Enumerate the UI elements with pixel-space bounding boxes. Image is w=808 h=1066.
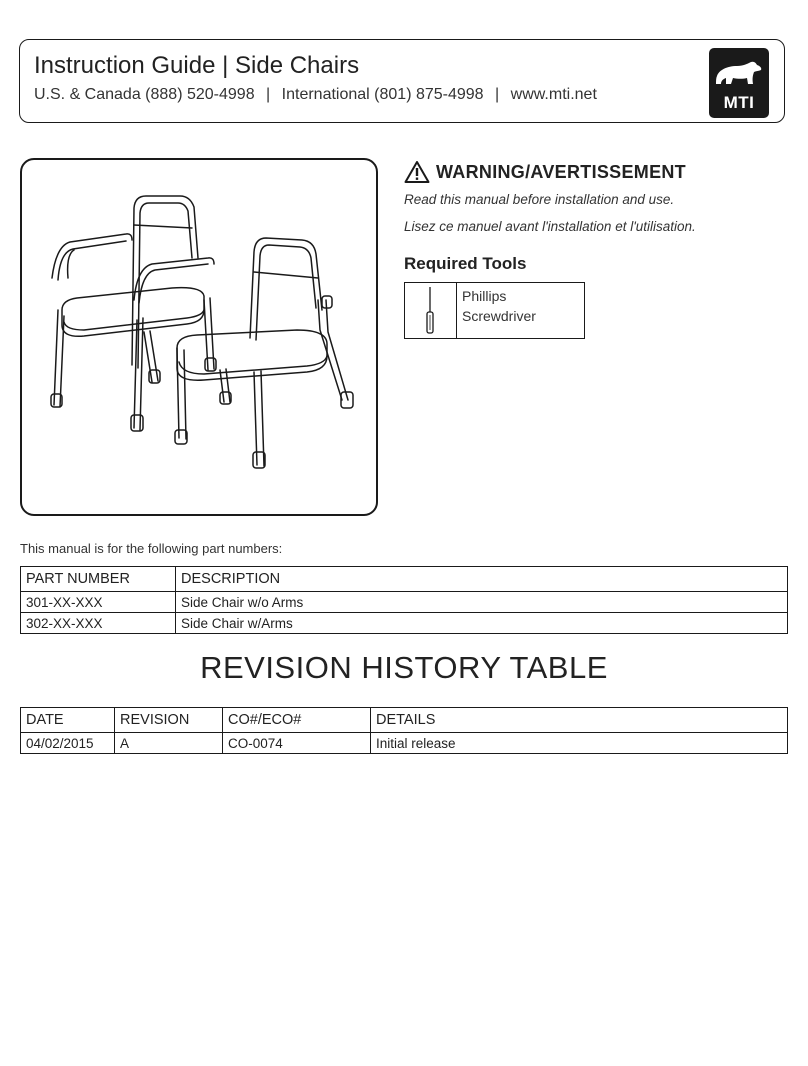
contact-divider: |	[266, 86, 271, 103]
phone-international: International (801) 875-4998	[281, 86, 484, 103]
table-row	[21, 733, 788, 754]
tool-icon-cell	[405, 283, 457, 338]
title-separator: |	[222, 52, 229, 79]
table-cell: 04/02/2015	[21, 733, 115, 754]
bear-icon	[713, 60, 765, 86]
title-main: Instruction Guide	[34, 52, 216, 79]
warning-section	[404, 160, 794, 234]
document-title	[34, 52, 359, 80]
tool-name: Phillips Screwdriver	[462, 288, 536, 324]
warning-french: Lisez ce manuel avant l'installation et l'utilisation.	[404, 219, 696, 234]
required-tools-box	[404, 282, 585, 339]
table-cell: CO-0074	[223, 733, 371, 754]
parts-table	[20, 566, 788, 634]
table-cell: Initial release	[371, 733, 788, 754]
table-row	[21, 613, 788, 634]
contact-divider: |	[495, 86, 500, 103]
column-header: CO#/ECO#	[223, 708, 371, 733]
parts-intro: This manual is for the following part numbers:	[20, 541, 283, 556]
column-header: DETAILS	[371, 708, 788, 733]
table-cell: 302-XX-XXX	[21, 613, 176, 634]
side-chairs-icon	[22, 160, 375, 513]
column-header: DATE	[21, 708, 115, 733]
table-cell: Side Chair w/Arms	[176, 613, 788, 634]
title-sub: Side Chairs	[235, 52, 360, 79]
contact-line	[34, 86, 597, 104]
required-tools-heading: Required Tools	[404, 254, 527, 273]
warning-heading-text: WARNING/AVERTISSEMENT	[436, 161, 686, 182]
column-header: DESCRIPTION	[176, 567, 788, 592]
table-cell: Side Chair w/o Arms	[176, 592, 788, 613]
screwdriver-icon	[424, 286, 436, 336]
phone-us: U.S. & Canada (888) 520-4998	[34, 86, 255, 103]
revision-title: REVISION HISTORY TABLE	[200, 650, 608, 685]
header-box	[19, 39, 785, 123]
logo-text: MTI	[723, 93, 755, 112]
column-header: REVISION	[115, 708, 223, 733]
mti-logo	[709, 48, 769, 118]
website-link[interactable]: www.mti.net	[510, 86, 597, 103]
column-header: PART NUMBER	[21, 567, 176, 592]
warning-english: Read this manual before installation and use.	[404, 192, 675, 207]
chair-illustration	[20, 158, 378, 516]
table-cell: 301-XX-XXX	[21, 592, 176, 613]
table-header-row	[21, 708, 788, 733]
table-cell: A	[115, 733, 223, 754]
revision-table	[20, 707, 788, 754]
warning-triangle-icon	[404, 160, 430, 184]
warning-heading	[404, 160, 794, 184]
table-header-row	[21, 567, 788, 592]
table-row	[21, 592, 788, 613]
